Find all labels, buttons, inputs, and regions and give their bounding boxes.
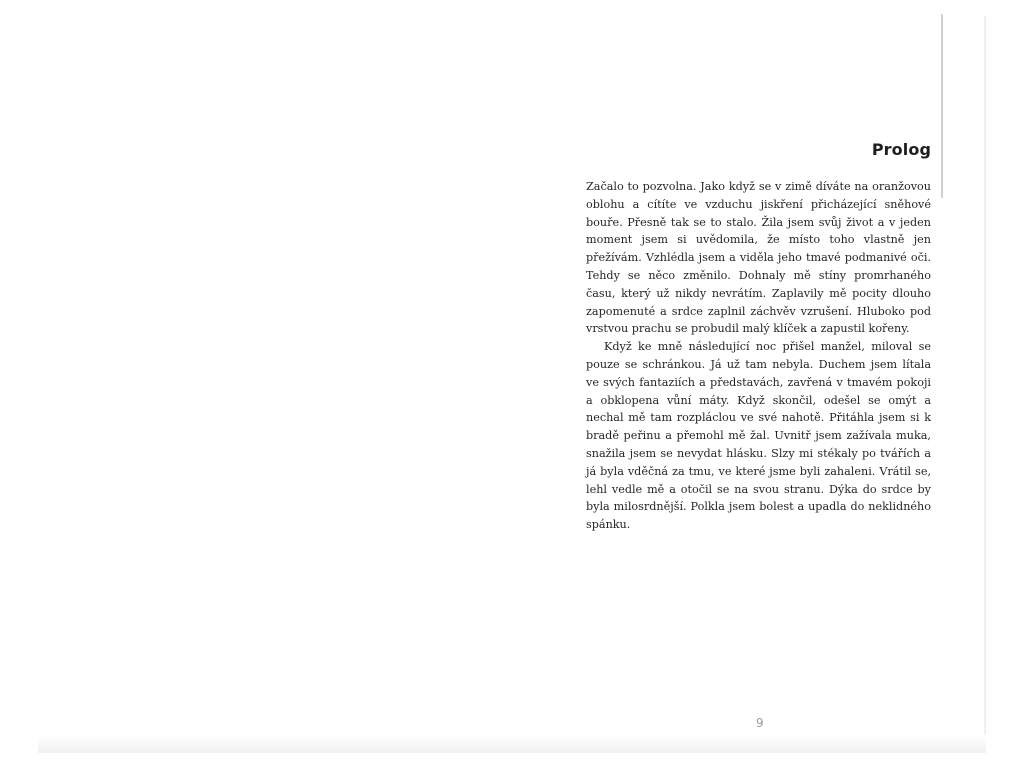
chapter-body [586,178,931,534]
page-bottom-shadow [38,735,986,753]
paragraph: Když ke mně následující noc přišel manžel, miloval se pouze se schránkou. Já už tam nebyla. Duchem jsem lítala ve svých fantaziích a představách, zavřená v tmavém pokoji a obklopena vůní máty. Když skončil, odešel se omýt a nechal mě tam rozpláclou ve své nahotě. Přitáhla jsem si k bradě peřinu a přemohl mě žal. Uvnitř jsem zažívala muka, snažila jsem se nevydat hlásku. Slzy mi stékaly po tvářích a já byla vděčná za tmu, ve které jsme byli zahaleni. Vrátil se, lehl vedle mě a otočil se na svou stranu. Dýka do srdce by byla milosrdnější. Polkla jsem bolest a upadla do neklidného spánku. [586,340,931,532]
chapter-title: Prolog [871,140,931,159]
book-page [586,0,931,740]
paragraph: Začalo to pozvolna. Jako když se v zimě díváte na oranžovou oblohu a cítíte ve vzduchu jiskření přicházející sněhové bouře. Přesně tak se to stalo. Žila jsem svůj život a v jeden moment jsem si uvědomila, že místo toho vlastně jen přežívám. Vzhlédla jsem a viděla jeho tmavé podmanivé oči. Tehdy se něco změnilo. Dohnaly mě stíny promrhaného času, který už nikdy nevrátím. Zaplavily mě pocity dlouho zapomenuté a srdce zaplnil záchvěv vzrušení. Hluboko pod vrstvou prachu se probudil malý klíček a zapustil kořeny. [586,180,931,336]
scrollbar-thumb[interactable] [941,14,943,198]
page-edge [984,16,986,753]
vertical-scrollbar[interactable] [937,14,947,198]
page-number: 9 [756,716,764,730]
